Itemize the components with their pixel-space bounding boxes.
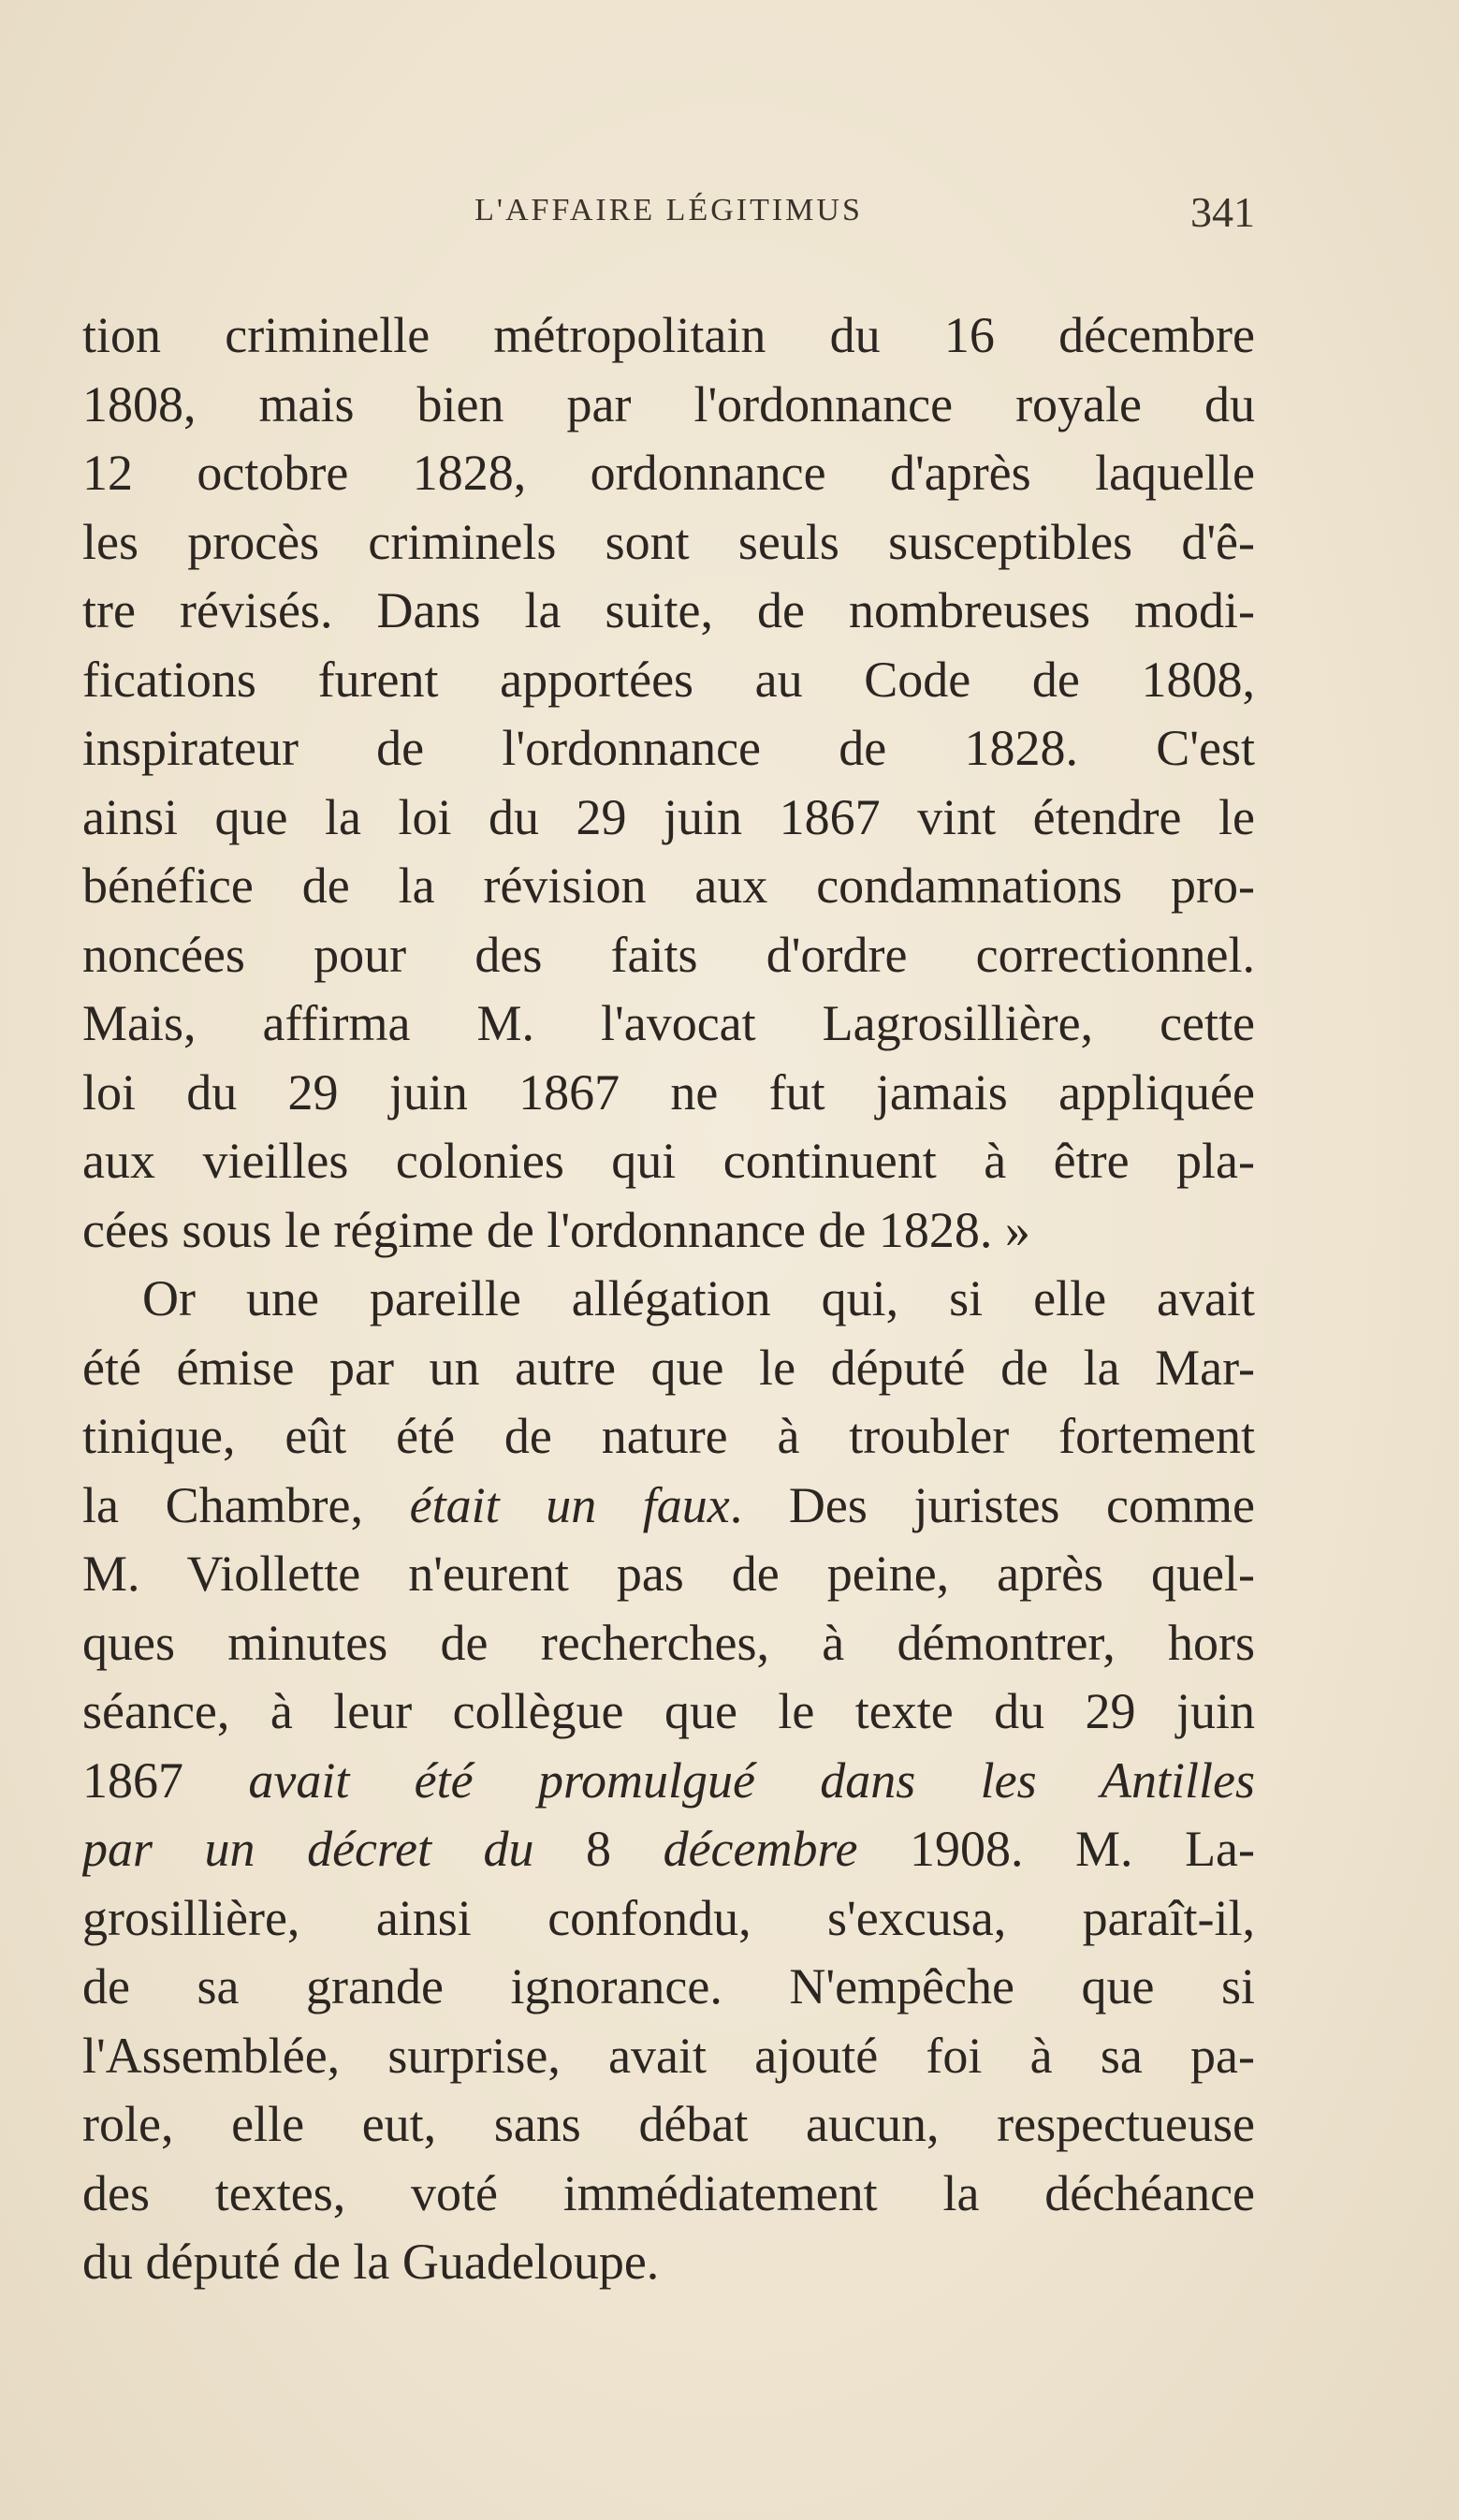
text-line: tre révisés. Dans la suite, de nombreuses modi- <box>82 582 1255 638</box>
italic-run: par un décret du <box>82 1821 534 1877</box>
body-text <box>82 301 1255 2297</box>
text-line: de sa grande ignorance. N'empêche que si <box>82 1958 1255 2015</box>
text-line: tion criminelle métropolitain du 16 décembre <box>82 307 1255 363</box>
italic-run: était un faux <box>409 1476 730 1533</box>
text-line: Mais, affirma M. l'avocat Lagrosillière, cette <box>82 995 1255 1051</box>
text-run: la Chambre, <box>82 1476 410 1533</box>
text-run: 1867 <box>82 1751 249 1809</box>
italic-run: décembre <box>663 1821 858 1877</box>
text-line: ques minutes de recherches, à démontrer, hors <box>82 1614 1255 1671</box>
text-line: grosillière, ainsi confondu, s'excusa, paraît-il, <box>82 1889 1255 1946</box>
text-run: . Des juristes comme <box>729 1476 1255 1533</box>
text-line: fications furent apportées au Code de 1808, <box>82 651 1255 708</box>
text-line: tinique, eût été de nature à troubler fortement <box>82 1408 1255 1464</box>
page-number: 341 <box>1190 188 1255 236</box>
running-title: L'AFFAIRE LÉGITIMUS <box>474 193 863 227</box>
text-line-with-italic <box>82 1815 1255 1884</box>
text-line-with-italic <box>82 1472 1255 1541</box>
text-line: aux vieilles colonies qui continuent à être pla- <box>82 1133 1255 1189</box>
text-line: M. Viollette n'eurent pas de peine, après quel- <box>82 1546 1255 1602</box>
text-line: bénéfice de la révision aux condamnations pro- <box>82 857 1255 914</box>
paragraph-start-line: Or une pareille allégation qui, si elle avait <box>142 1270 1255 1326</box>
running-head <box>82 187 1255 243</box>
text-line: l'Assemblée, surprise, avait ajouté foi à sa pa- <box>82 2027 1255 2084</box>
text-line: été émise par un autre que le député de la Mar- <box>82 1339 1255 1396</box>
text-line: 1808, mais bien par l'ordonnance royale du <box>82 375 1255 432</box>
paragraph-end-line: cées sous le régime de l'ordonnance de 1828. » <box>82 1201 1030 1258</box>
paragraph-end-line: du député de la Guadeloupe. <box>82 2234 660 2290</box>
text-line: ainsi que la loi du 29 juin 1867 vint étendre le <box>82 788 1255 845</box>
text-run: 8 <box>533 1821 664 1877</box>
text-line: loi du 29 juin 1867 ne fut jamais appliquée <box>82 1063 1255 1121</box>
text-line: noncées pour des faits d'ordre correctionnel. <box>82 926 1255 983</box>
text-line: séance, à leur collègue que le texte du 29 juin <box>82 1683 1255 1739</box>
text-line-with-italic <box>82 1747 1255 1816</box>
text-line: des textes, voté immédiatement la déchéance <box>82 2164 1255 2221</box>
text-run: 1908. M. La- <box>857 1821 1255 1877</box>
text-line: inspirateur de l'ordonnance de 1828. C'est <box>82 720 1255 776</box>
text-line: 12 octobre 1828, ordonnance d'après laquelle <box>82 445 1255 501</box>
text-line: les procès criminels sont seuls susceptibles d'ê- <box>82 513 1255 570</box>
text-line: role, elle eut, sans débat aucun, respectueuse <box>82 2096 1255 2152</box>
italic-run: avait été promulgué dans les Antilles <box>248 1751 1255 1809</box>
